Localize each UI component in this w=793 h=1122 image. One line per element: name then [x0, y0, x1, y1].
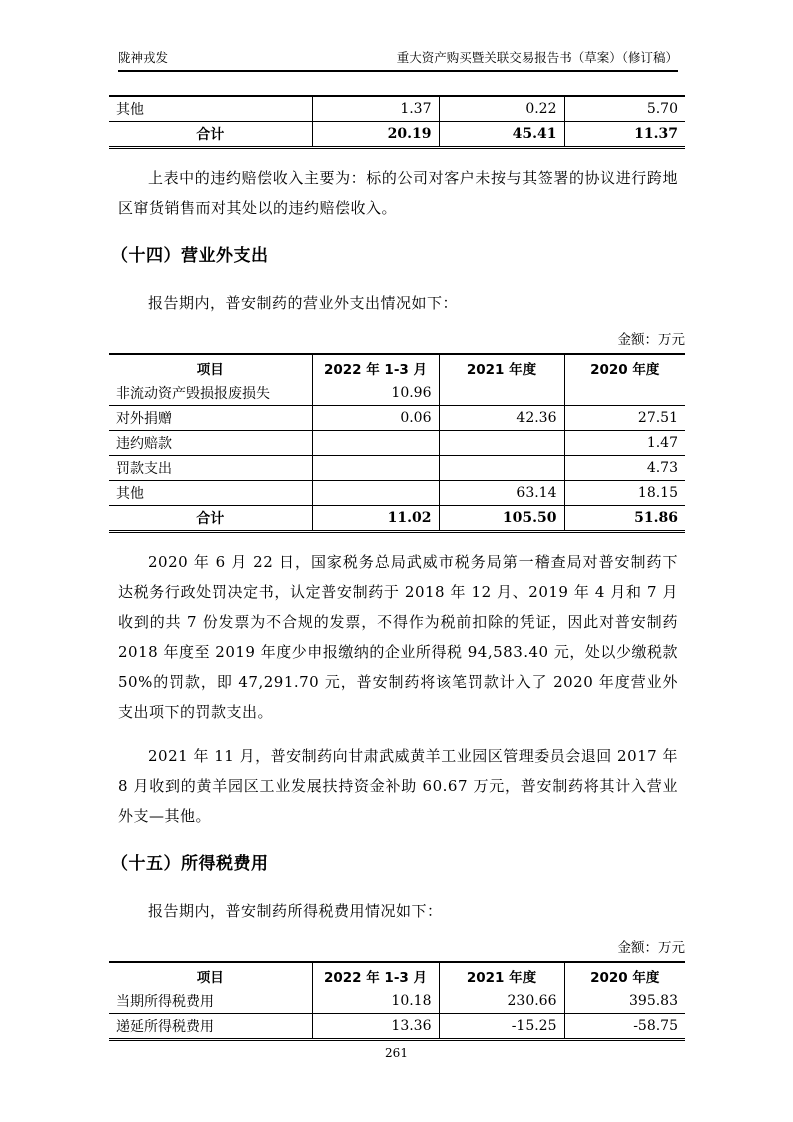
cell-2021: -15.25 — [439, 1014, 564, 1040]
cell-2022 — [312, 431, 439, 456]
cell-2022: 0.06 — [312, 406, 439, 431]
non-operating-expenses-table — [109, 353, 685, 533]
header-report-title: 重大资产购买暨关联交易报告书（草案）（修订稿） — [396, 50, 678, 65]
cell-2022 — [312, 456, 439, 481]
section14-paragraph-tax-penalty: 2020 年 6 月 22 日，国家税务总局武威市税务局第一稽查局对普安制药下达税务行政处罚决定书，认定普安制药于 2018 年 12 月、2019 年 4 月和 7 月收到的共 7 份发票为不合规的发票，不得作为税前扣除的凭证，因此对普安制药 2018 年度至 2019 年度少申报缴纳的企业所得税 94,583.40 元，处以少缴税款 50%的罚款，即 47,291.70 元，普安制药将该笔罚款计入了 2020 年度营业外支出项下的罚款支出。 — [118, 553, 678, 721]
section-heading-14: （十四）营业外支出 — [111, 246, 269, 266]
cell-2022: 13.36 — [312, 1014, 439, 1040]
row-label: 对外捐赠 — [116, 411, 172, 427]
cell-2020 — [564, 381, 685, 406]
col-header-2020: 2020 年度 — [564, 354, 685, 381]
cell-2020: 1.47 — [564, 431, 685, 456]
row-label: 其他 — [116, 102, 144, 118]
section-heading-15: （十五）所得税费用 — [111, 854, 269, 874]
row-label: 当期所得税费用 — [116, 994, 214, 1010]
cell-2021 — [439, 431, 564, 456]
cell-2021 — [439, 381, 564, 406]
penalty-income-table-continued — [109, 95, 685, 149]
col-header-2022: 2022 年 1-3 月 — [312, 354, 439, 381]
section14-intro: 报告期内，普安制药的营业外支出情况如下： — [148, 294, 459, 312]
cell-2021: 230.66 — [439, 989, 564, 1014]
row-label: 非流动资产毁损报废损失 — [116, 386, 270, 402]
cell-2022: 10.18 — [312, 989, 439, 1014]
cell-2020: 18.15 — [564, 481, 685, 506]
cell-2020: 5.70 — [564, 96, 685, 122]
row-label: 合计 — [196, 511, 225, 527]
table-row — [109, 381, 685, 406]
cell-2020: 395.83 — [564, 989, 685, 1014]
cell-2022: 11.02 — [312, 506, 439, 532]
unit-label: 金额：万元 — [617, 940, 685, 956]
cell-2022 — [312, 481, 439, 506]
cell-2020: 4.73 — [564, 456, 685, 481]
col-header-2022: 2022 年 1-3 月 — [312, 962, 439, 989]
row-label: 罚款支出 — [116, 461, 172, 477]
section14-paragraph-subsidy-return: 2021 年 11 月，普安制药向甘肃武威黄羊工业园区管理委员会退回 2017 年 8 月收到的黄羊园区工业发展扶持资金补助 60.67 万元，普安制药将其计入营业外支—其他。 — [118, 747, 678, 825]
cell-2021: 63.14 — [439, 481, 564, 506]
header-company-name: 陇神戎发 — [118, 50, 169, 65]
page-number: 261 — [385, 1046, 408, 1060]
table-row — [109, 431, 685, 456]
cell-2020: 11.37 — [564, 122, 685, 148]
income-tax-expense-table — [109, 961, 685, 1041]
table-row — [109, 989, 685, 1014]
cell-2022: 1.37 — [312, 96, 439, 122]
cell-2021: 45.41 — [439, 122, 564, 148]
table-row — [109, 456, 685, 481]
paragraph-penalty-income-note: 上表中的违约赔偿收入主要为：标的公司对客户未按与其签署的协议进行跨地区窜货销售而对其处以的违约赔偿收入。 — [118, 169, 678, 217]
page-header — [118, 50, 678, 72]
table-header-row — [109, 962, 685, 989]
cell-2021: 42.36 — [439, 406, 564, 431]
unit-label: 金额：万元 — [617, 332, 685, 348]
table-row — [109, 1014, 685, 1040]
table-row — [109, 406, 685, 431]
col-header-2021: 2021 年度 — [439, 962, 564, 989]
table-row — [109, 481, 685, 506]
table-header-row — [109, 354, 685, 381]
row-label: 违约赔款 — [116, 436, 172, 452]
section15-intro: 报告期内，普安制药所得税费用情况如下： — [148, 902, 443, 920]
cell-2021 — [439, 456, 564, 481]
cell-2020: 51.86 — [564, 506, 685, 532]
row-label: 合计 — [196, 127, 225, 143]
cell-2020: -58.75 — [564, 1014, 685, 1040]
col-header-item: 项目 — [196, 362, 224, 378]
table-row — [109, 96, 685, 122]
table-total-row — [109, 506, 685, 532]
col-header-item: 项目 — [196, 970, 224, 986]
cell-2021: 105.50 — [439, 506, 564, 532]
col-header-2021: 2021 年度 — [439, 354, 564, 381]
col-header-2020: 2020 年度 — [564, 962, 685, 989]
table-total-row — [109, 122, 685, 148]
cell-2020: 27.51 — [564, 406, 685, 431]
cell-2021: 0.22 — [439, 96, 564, 122]
row-label: 递延所得税费用 — [116, 1019, 214, 1035]
cell-2022: 10.96 — [312, 381, 439, 406]
cell-2022: 20.19 — [312, 122, 439, 148]
row-label: 其他 — [116, 486, 144, 502]
